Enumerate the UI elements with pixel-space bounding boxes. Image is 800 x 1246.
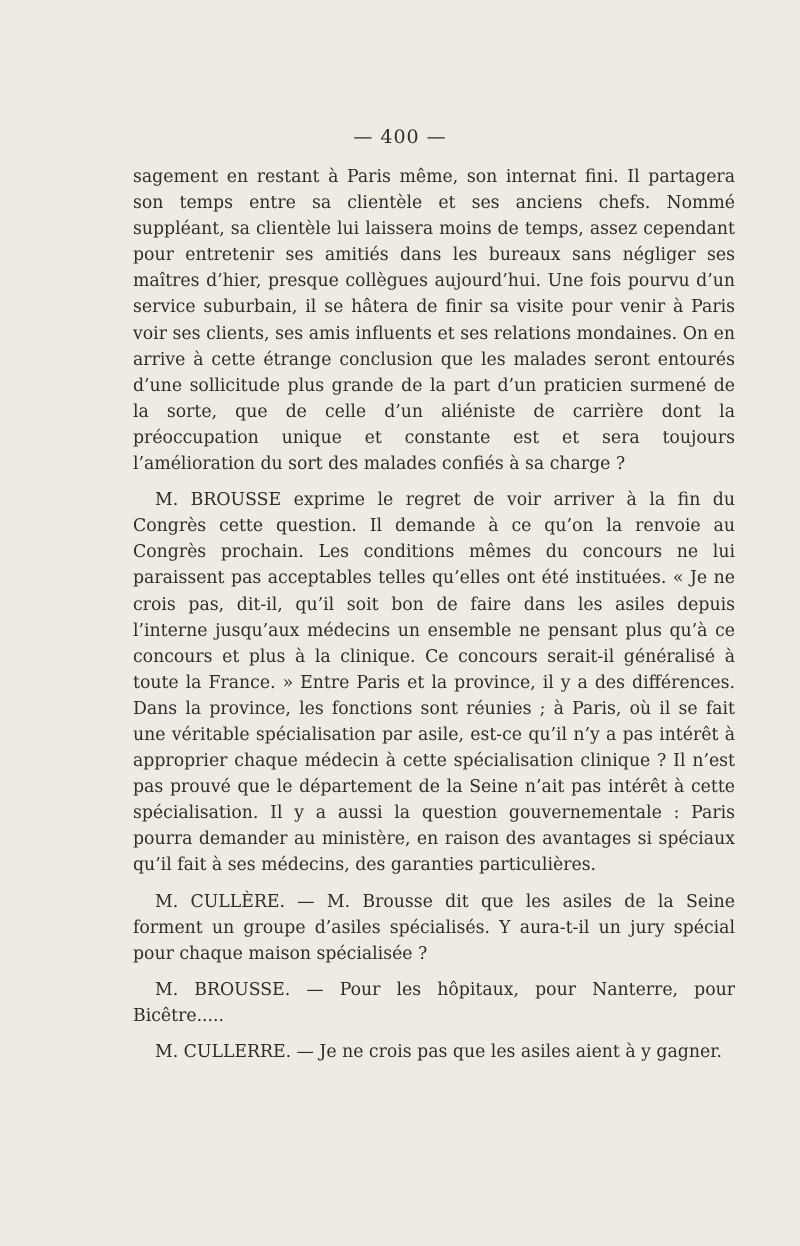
page-number: — 400 — [353,126,447,148]
paragraph-brousse-reply: M. BROUSSE. — Pour les hôpitaux, pour Nanterre, pour Bicêtre..... [133,979,735,1026]
paragraph-cullere-question: M. CULLÈRE. — M. Brousse dit que les asiles de la Seine forment un groupe d’asiles spécialisés. Y aura-t-il un jury spécial pour chaque maison spécialisée ? [133,891,735,964]
paragraph-continuation: sagement en restant à Paris même, son internat fini. Il partagera son temps entre sa clientèle et ses anciens chefs. Nommé suppléant, sa clientèle lui laissera moins de temps, assez cependant pour entretenir ses amitiés dans les bureaux sans négliger ses maîtres d’hier, presque collègues aujourd’hui. Une fois pourvu d’un service suburbain, il se hâtera de finir sa visite pour venir à Paris voir ses clients, ses amis influents et ses relations mondaines. On en arrive à cette étrange conclusion que les malades seront entourés d’une sollicitude plus grande de la part d’un praticien surmené de la sorte, que de celle d’un aliéniste de carrière dont la préoccupation unique et constante est et sera toujours l’amélioration du sort des malades confiés à sa charge ? [133,167,735,475]
body-text [133,164,735,1065]
paragraph-brousse-statement: M. BROUSSE exprime le regret de voir arriver à la fin du Congrès cette question. Il demande à ce qu’on la renvoie au Congrès prochain. Les conditions mêmes du concours ne lui paraissent pas acceptables telles qu’elles ont été instituées. « Je ne crois pas, dit-il, qu’il soit bon de faire dans les asiles depuis l’interne jusqu’aux médecins un ensemble ne pensant plus qu’à ce concours et plus à la clinique. Ce concours serait-il généralisé à toute la France. » Entre Paris et la province, il y a des différences. Dans la province, les fonctions sont réunies ; à Paris, où il se fait une véritable spécialisation par asile, est-ce qu’il n’y a pas intérêt à approprier chaque médecin à cette spécialisation clinique ? Il n’est pas prouvé que le département de la Seine n’ait pas intérêt à cette spécialisation. Il y a aussi la question gouvernementale : Paris pourra demander au ministère, en raison des avantages si spéciaux qu’il fait à ses médecins, des garanties particulières. [133,490,735,876]
paragraph-cullerre-reply: M. CULLERRE. — Je ne crois pas que les asiles aient à y gagner. [155,1042,723,1062]
